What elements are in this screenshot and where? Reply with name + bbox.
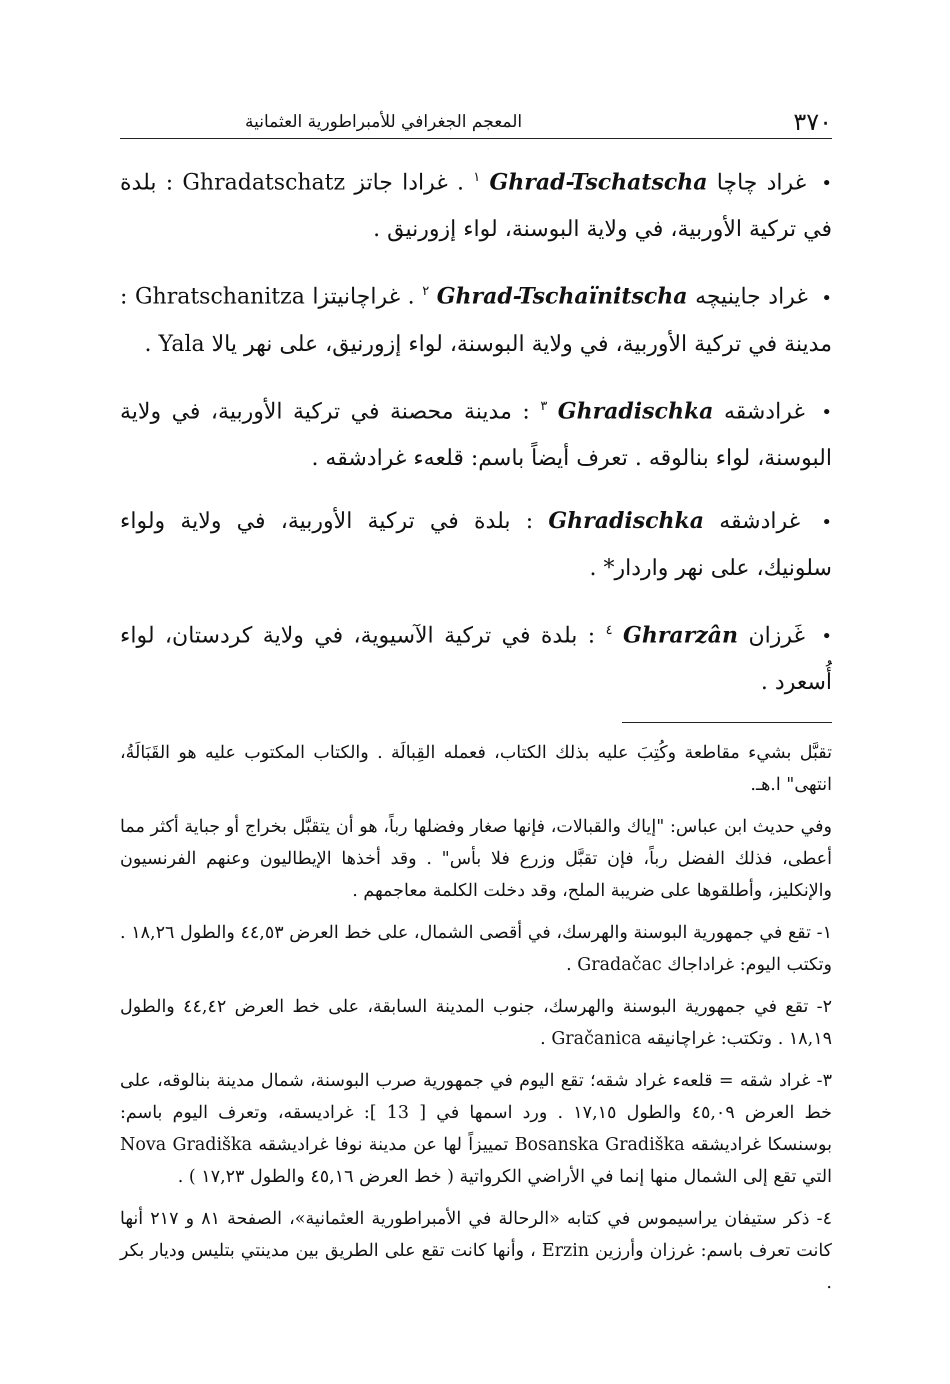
footnote-3-latin-a: Bosanska Gradiška — [514, 1135, 685, 1156]
footnote-4-latin: Erzin — [541, 1241, 590, 1262]
footnote-4-text-a: ٤- ذكر ستيفان يراسيموس في كتابه «الرحالة في الأمبراطورية العثمانية»، الصفحة ٨١ و ٢١٧ أنها كانت تعرف باسم: غرزان وأرزين — [120, 1209, 832, 1262]
entry-body: : بلدة في تركية الآسيوية، في ولاية كردستان، لواء أُسعرد . — [120, 623, 832, 696]
entry-latin: Ghrad-Tschaïnitscha — [436, 283, 688, 310]
entries-list — [120, 155, 832, 706]
footnote-3-text-a: ٣- غراد شقه = قلعهء غراد شقه؛ تقع اليوم في جمهورية صرب البوسنة، شمال مدينة بنالوقه، على خط العرض ٤٥,٠٩ والطول ١٧,١٥ . ورد اسمها في [ 13 ]: غراديسقه، وتعرف اليوم باسم: بوسنسكا غراديشقه — [120, 1071, 832, 1156]
entry-body: : بلدة في تركية الأوربية، في ولاية البوسنة، لواء إزورنيق . — [120, 170, 832, 243]
entry-latin: Ghradischka — [557, 397, 714, 424]
entry-head: غرادشقه — [719, 508, 801, 534]
entry-latin: Ghradischka — [548, 507, 704, 534]
page-number: ٣٧٠ — [793, 108, 832, 136]
footnote-4-text-b: ، وأنها كانت تقع على الطريق بين مدينتي بتليس وديار بكر . — [120, 1241, 832, 1294]
entry-ghradischka-1 — [120, 384, 832, 482]
entry-ghrad-tschatscha — [120, 155, 832, 253]
footnote-ref: ٤ — [605, 622, 613, 638]
entry-ghrad-tschainitscha — [120, 269, 832, 367]
entry-tail: . — [144, 331, 152, 357]
entry-head: غَرزان — [748, 623, 805, 649]
footnote-1-text: ١- تقع في جمهورية البوسنة والهرسك، في أقصى الشمال، على خط العرض ٤٤,٥٣ والطول ١٨,٢٦ . وتكتب اليوم: غراداجاك — [120, 923, 832, 976]
note-continuation: تقبَّل بشيء مقاطعة وكُتِبَ عليه بذلك الكتاب، فعمله القِبالَة . والكتاب المكتوب عليه هو القَبَالَةُ، انتهى" ا.هـ. — [120, 743, 832, 796]
note-hadith: وفي حديث ابن عباس: "إياك والقبالات، فإنها صغار وفضلها رباً، هو أن يتقبَّل بخراج أو جباية أكثر مما أعطى، فذلك الفضل رباً، فإن تقبَّل وزرع فلا بأس" . وقد أخذها الإيطاليون وعنهم الفرنسيون والإنكليز، وأطلقوها على ضريبة الملح، وقد دخلت الكلمة معاجمهم . — [120, 817, 832, 902]
footnote-3-text-b: تمييزاً لها عن مدينة نوفا غراديشقه — [258, 1135, 509, 1156]
footnotes — [120, 737, 832, 1299]
bullet-icon: • — [821, 511, 833, 533]
entry-latin: Ghrad-Tschatscha — [489, 169, 708, 196]
footnote-4 — [120, 1203, 832, 1299]
entry-head: غراد جاينيچه — [695, 284, 808, 310]
book-page — [120, 108, 832, 1309]
bullet-icon: • — [821, 173, 833, 195]
entry-head: غرادشقه — [723, 398, 805, 424]
entry-latin-alt: Ghradatschatz — [182, 170, 346, 196]
footnote-2-text: ٢- تقع في جمهورية البوسنة والهرسك، جنوب المدينة السابقة، على خط العرض ٤٤,٤٢ والطول ١٨,١٩ . وتكتب: غراچانيقه — [120, 997, 832, 1050]
entry-latin-alt: Ghratschanitza — [134, 284, 305, 310]
footnote-1-tail: . — [566, 955, 572, 976]
bullet-icon: • — [821, 626, 833, 648]
footnote-divider — [622, 722, 832, 723]
footnote-1 — [120, 917, 832, 981]
entry-river-latin: Yala — [158, 331, 205, 357]
entry-ghrarzan — [120, 608, 832, 706]
footnote-1-latin: Gradačac — [577, 955, 662, 976]
footnote-3-text-c: التي تقع إلى الشمال منها إنما في الأراضي الكرواتية ( خط العرض ٤٥,١٦ والطول ١٧,٢٣ ) . — [177, 1167, 832, 1188]
footnote-2-tail: . — [540, 1029, 546, 1050]
entry-latin: Ghrarzân — [623, 622, 739, 649]
footnote-ref: ١ — [473, 170, 481, 185]
bullet-icon: • — [821, 287, 833, 309]
footnote-ref: ٣ — [540, 398, 548, 414]
entry-mid: . غراچانيتزا — [312, 284, 415, 310]
footnote-ref: ٢ — [422, 284, 430, 300]
bullet-icon: • — [821, 401, 832, 423]
entry-body: : بلدة في تركية الأوربية، في ولاية ولواء سلونيك، على نهر واردار* . — [120, 508, 832, 581]
footnote-3 — [120, 1065, 832, 1193]
page-header — [120, 108, 832, 139]
footnote-2-latin: Gračanica — [551, 1029, 642, 1050]
entry-body: : مدينة في تركية الأوربية، في ولاية البوسنة، لواء إزورنيق، على نهر يالا — [120, 284, 832, 357]
entry-ghradischka-2 — [120, 498, 832, 592]
footnote-3-latin-b: Nova Gradiška — [120, 1135, 253, 1156]
entry-head: غراد چاچا — [716, 170, 807, 196]
entry-mid: . غرادا جاتز — [354, 170, 465, 196]
entry-body: : مدينة محصنة في تركية الأوربية، في ولاية البوسنة، لواء بنالوقه . تعرف أيضاً باسم: قلعهء غرادشقه . — [120, 398, 832, 471]
footnote-2 — [120, 991, 832, 1055]
running-title: المعجم الجغرافي للأمبراطورية العثمانية — [245, 112, 523, 132]
